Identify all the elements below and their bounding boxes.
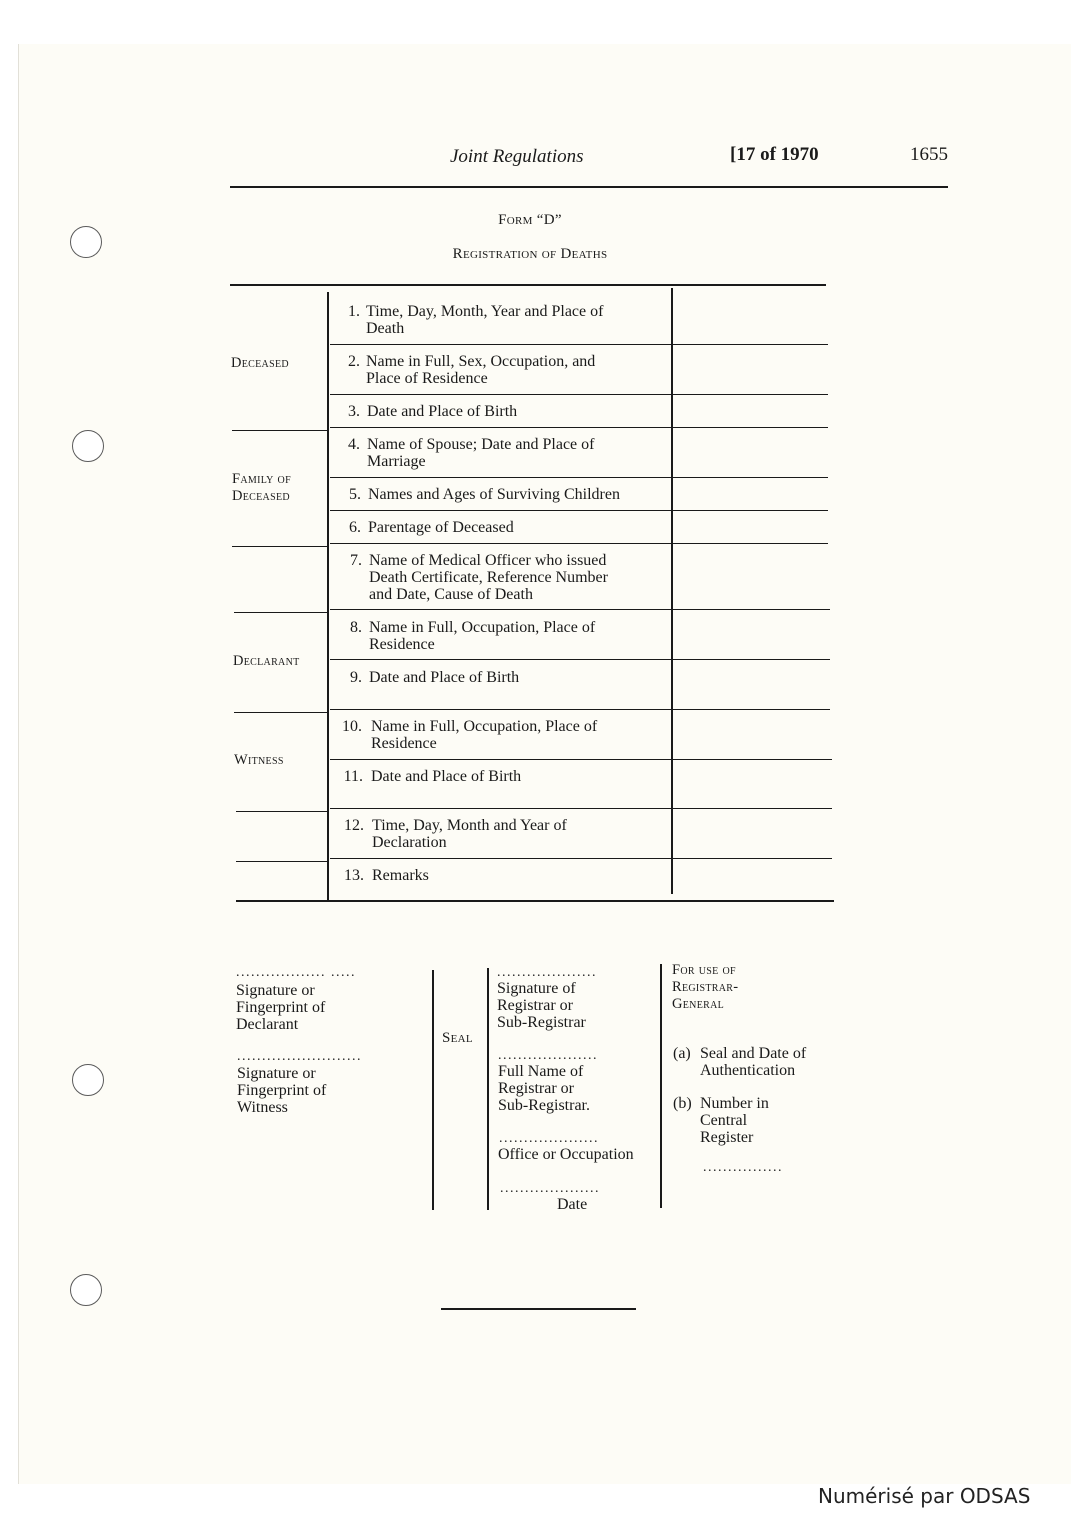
row-label: Name of Medical Officer who issued [369,552,607,569]
registrar-general-heading: General [672,996,725,1012]
declarant-signature-label: Signature or [236,982,315,999]
row-label: Name in Full, Occupation, Place of [369,619,596,636]
row-number: 1. [348,303,360,320]
row-label: Date and Place of Birth [367,403,518,420]
row-entry-field[interactable] [673,511,827,542]
item-b-label: Register [700,1129,754,1146]
registrar-signature-label: Signature of [497,980,576,997]
office-line[interactable]: .................... [499,1131,599,1146]
row-number: 13. [344,867,364,884]
row-label: Marriage [367,453,426,470]
witness-signature-label: Fingerprint of [237,1082,327,1099]
row-entry-field[interactable] [673,610,829,658]
row-number: 6. [349,519,361,536]
group-separator [232,546,327,547]
row-label: Date and Place of Birth [371,768,522,785]
row-entry-field[interactable] [673,809,831,857]
group-separator [232,430,327,431]
row-number: 8. [350,619,362,636]
row-number: 9. [350,669,362,686]
registrar-name-label: Full Name of [498,1063,584,1080]
row-label: Death Certificate, Reference Number [369,569,608,586]
row-entry-field[interactable] [673,660,829,708]
declarant-signature-label: Fingerprint of [236,999,326,1016]
item-b-label: Number in [700,1095,769,1112]
date-label: Date [557,1196,588,1213]
row-label: Remarks [372,867,429,884]
witness-signature-label: Signature or [237,1065,316,1082]
row-entry-field[interactable] [673,290,827,343]
registrar-general-heading: For use of [672,962,736,978]
seal-label: Seal [442,1030,473,1046]
row-entry-field[interactable] [673,760,831,807]
group-label-family-line1: Family of [232,471,291,487]
row-number: 11. [343,768,363,785]
row-label: Time, Day, Month, Year and Place of [366,303,604,320]
declarant-signature-line[interactable]: .................. ..... [236,965,356,980]
row-label: Residence [371,735,437,752]
page-number: 1655 [910,144,948,165]
declarant-signature-label: Declarant [236,1016,299,1033]
act-reference: [17 of 1970 [730,144,819,165]
signature-divider [432,970,434,1210]
signature-divider [487,968,489,1210]
item-a-label: Seal and Date of [700,1045,807,1062]
group-label-family-line2: Deceased [232,488,290,504]
witness-signature-label: Witness [237,1099,288,1116]
punch-hole-1 [70,226,102,258]
table-top-rule [230,284,826,286]
table-bottom-rule [236,900,834,902]
row-number: 12. [344,817,364,834]
group-label-declarant: Declarant [233,653,300,669]
row-number: 3. [348,403,360,420]
row-label: Names and Ages of Surviving Children [368,486,620,503]
row-number: 2. [348,353,360,370]
row-label: Name in Full, Occupation, Place of [371,718,598,735]
form-title: Form “D” [498,212,562,228]
group-label-witness: Witness [234,752,284,768]
registrar-signature-label: Registrar or [497,997,573,1014]
row-label: Place of Residence [366,370,488,387]
punch-hole-3 [72,1064,104,1096]
registrar-name-label: Sub-Registrar. [498,1097,590,1114]
group-separator [234,612,327,613]
date-line[interactable]: .................... [500,1181,600,1196]
group-column-divider [327,292,329,900]
running-title: Joint Regulations [450,146,584,167]
signature-divider [660,964,662,1208]
form-subtitle: Registration of Deaths [452,246,608,262]
row-number: 7. [350,552,362,569]
closing-rule [441,1308,636,1310]
row-label: Name of Spouse; Date and Place of [367,436,595,453]
group-separator [236,861,327,862]
row-entry-field[interactable] [673,345,827,393]
item-a-label: Authentication [700,1062,796,1079]
item-a-marker: (a) [673,1045,691,1062]
row-label: Parentage of Deceased [368,519,514,536]
group-separator [236,811,327,812]
office-label: Office or Occupation [498,1146,634,1163]
row-label: Death [366,320,405,337]
witness-signature-line[interactable]: ......................... [237,1049,362,1064]
group-separator [234,712,327,713]
registrar-signature-label: Sub-Registrar [497,1014,586,1031]
registrar-name-line[interactable]: .................... [498,1048,598,1063]
row-label: Declaration [372,834,447,851]
registrar-signature-line[interactable]: .................... [497,965,597,980]
row-number: 10. [342,718,362,735]
header-rule [230,186,948,188]
group-label-deceased: Deceased [231,355,289,371]
row-number: 4. [348,436,360,453]
row-label: and Date, Cause of Death [369,586,533,603]
row-entry-field[interactable] [673,859,831,893]
row-entry-field[interactable] [673,428,827,476]
registrar-name-label: Registrar or [498,1080,574,1097]
row-label: Time, Day, Month and Year of [372,817,567,834]
row-label: Date and Place of Birth [369,669,520,686]
central-register-line[interactable]: ................ [703,1160,783,1175]
row-label: Name in Full, Sex, Occupation, and [366,353,596,370]
scan-credit: Numérisé par ODSAS [818,1484,1031,1508]
row-entry-field[interactable] [673,710,831,758]
row-entry-field[interactable] [673,544,829,608]
punch-hole-4 [70,1274,102,1306]
row-entry-field[interactable] [673,478,827,509]
punch-hole-2 [72,430,104,462]
row-entry-field[interactable] [673,395,827,426]
row-label: Residence [369,636,435,653]
row-number: 5. [349,486,361,503]
item-b-marker: (b) [673,1095,692,1112]
item-b-label: Central [700,1112,748,1129]
registrar-general-heading: Registrar- [672,979,739,995]
